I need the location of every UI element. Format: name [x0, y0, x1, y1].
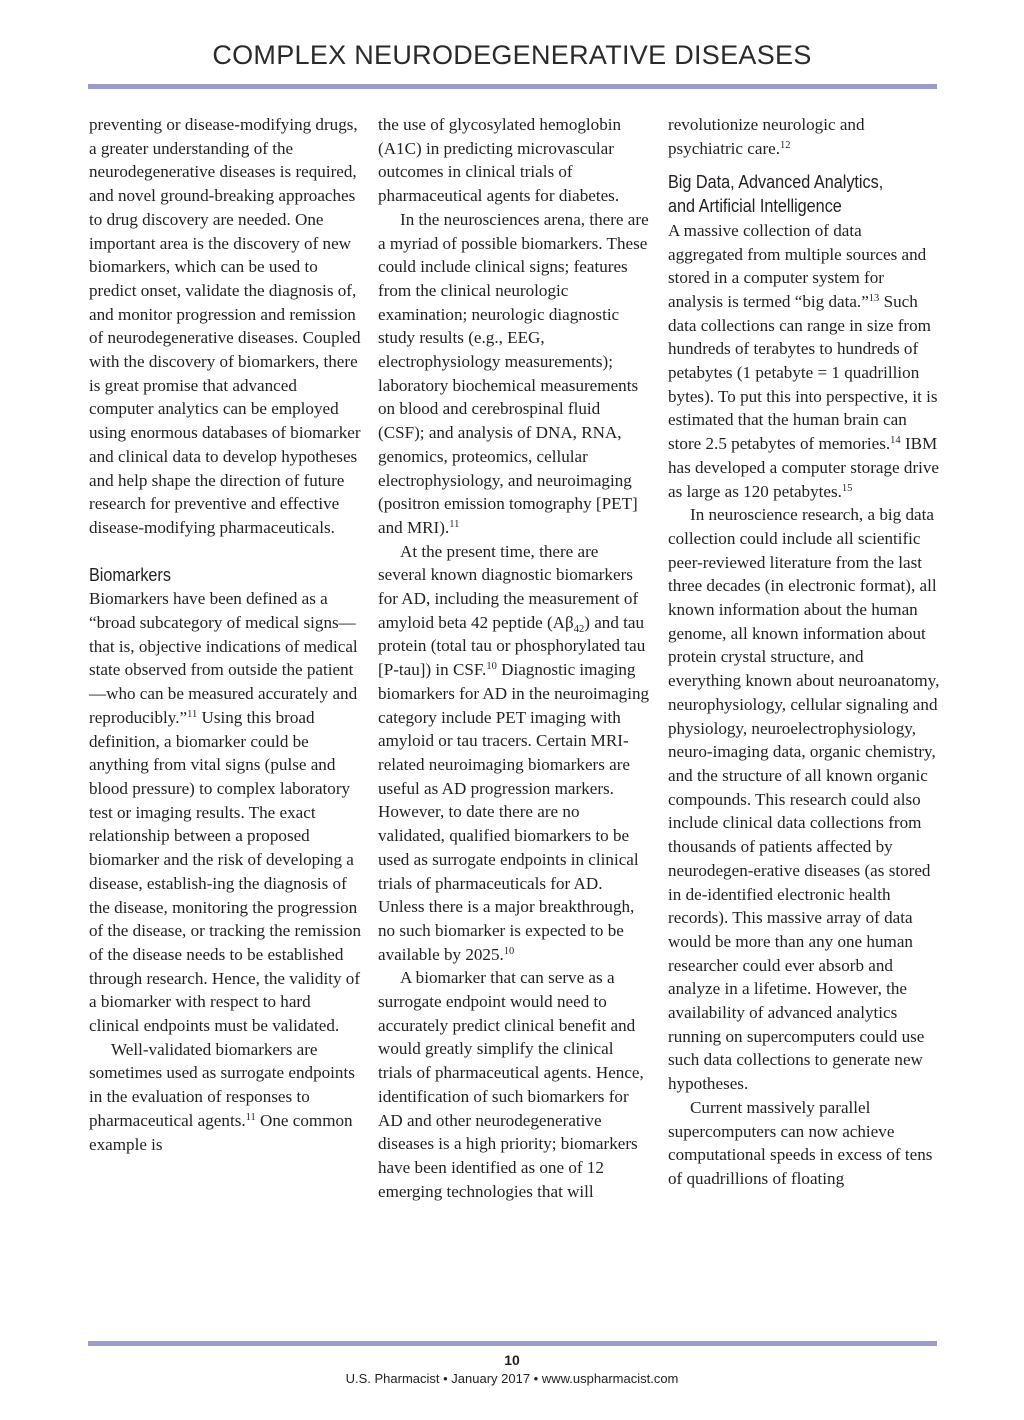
text-column-3: [668, 113, 940, 1191]
publication-footer: U.S. Pharmacist • January 2017 • www.uspharmacist.com: [345, 1371, 679, 1386]
citation-ref: 10: [503, 945, 515, 957]
paragraph: [378, 966, 650, 1203]
paragraph-text: ) and tau protein (total tau or phosphorylated tau [P-tau]) in CSF.: [378, 612, 646, 680]
paragraph-text: A massive collection of data aggregated from multiple sources and stored in a computer system for analysis is termed “big data.”: [668, 220, 927, 311]
paragraph: [378, 540, 650, 967]
citation-ref: 13: [868, 292, 880, 304]
paragraph: [668, 113, 940, 160]
paragraph-text: Current massively parallel supercomputers can now achieve computational speeds in excess of tens of quadrillions of floating: [668, 1097, 933, 1188]
paragraph-text: Biomarkers have been defined as a “broad subcategory of medical signs—that is, objective indications of medical state observed from outside the patient—who can be measured accurately and reproducibly.”: [89, 589, 358, 727]
paragraph: [668, 219, 940, 503]
text-column-1: [89, 113, 361, 1156]
footer-rule: [88, 1341, 937, 1346]
paragraph-text: At the present time, there are several known diagnostic biomarkers for AD, including the measurement of amyloid beta 42 peptide (Aβ: [378, 541, 639, 632]
paragraph-text: the use of glycosylated hemoglobin (A1C) in predicting microvascular outcomes in clinical trials of pharmaceutical agents for diabetes.: [378, 115, 622, 206]
page-number: 10: [504, 1352, 520, 1368]
paragraph-text: In neuroscience research, a big data collection could include all scientific peer-reviewed literature from the last three decades (in electronic format), all known information about the human genome, all known information about protein crystal structure, and everything known about neuroanatomy, neurophysiology, cellular signaling and physiology, neuroelectrophysiology, neuro-imaging data, organic chemistry, and the structure of all known organic compounds. This research could also include clinical data collections from thousands of patients affected by neurodegen-erative diseases (as stored in de-identified electronic health records). This massive array of data would be more than any one human researcher could ever absorb and analyze in a lifetime. However, the availability of advanced analytics running on supercomputers could use such data collections to generate new hypotheses.: [668, 505, 940, 1094]
paragraph-text: preventing or disease-modifying drugs, a greater understanding of the neurodegenerative diseases is required, and novel ground-breaking approaches to drug discovery are needed. One important area is the discovery of new biomarkers, which can be used to predict onset, validate the diagnosis of, and monitor progression and remission of neurodegenerative diseases. Coupled with the discovery of biomarkers, there is great promise that advanced computer analytics can be employed using enormous databases of biomarker and clinical data to develop hypotheses and help shape the direction of future research for preventive and effective disease-modifying pharmaceuticals.: [89, 115, 361, 537]
citation-ref: 11: [449, 518, 460, 530]
paragraph-text: Diagnostic imaging biomarkers for AD in the neuroimaging category include PET imaging with amyloid or tau tracers. Certain MRI-related neuroimaging biomarkers are useful as AD progression markers. However, to date there are no validated, qualified biomarkers to be used as surrogate endpoints in clinical trials of pharmaceuticals for AD. Unless there is a major breakthrough, no such biomarker is expected to be available by 2025.: [378, 660, 650, 964]
header-rule: [88, 84, 937, 89]
text-column-2: [378, 113, 650, 1203]
section-heading-big-data: Big Data, Advanced Analytics,: [668, 172, 884, 193]
paragraph-text: Well-validated biomarkers are sometimes used as surrogate endpoints in the evaluation of responses to pharmaceutical agents.: [89, 1039, 355, 1130]
paragraph-text: Using this broad definition, a biomarker could be anything from vital signs (pulse and blood pressure) to complex laboratory test or imaging results. The exact relationship between a proposed biomarker and the risk of developing a disease, establish-ing the diagnosis of the disease, monitoring the progression of the disease, or tracking the remission of the disease needs to be established through research. Hence, the validity of a biomarker with respect to hard clinical endpoints must be validated.: [89, 707, 361, 1036]
citation-ref: 14: [890, 435, 901, 447]
paragraph-text: IBM has developed a computer storage drive as large as 120 petabytes.: [668, 434, 940, 501]
citation-ref: 10: [486, 661, 497, 673]
paragraph-text: One common example is: [89, 1110, 353, 1154]
paragraph: [89, 1038, 361, 1157]
paragraph: [378, 208, 650, 540]
paragraph: [668, 503, 940, 1096]
paragraph-text: A biomarker that can serve as a surrogate endpoint would need to accurately predict clinical benefit and would greatly simplify the clinical trials of pharmaceutical agents. Hence, identification of such biomarkers for AD and other neurodegenerative diseases is a high priority; biomarkers have been identified as one of 12 emerging technologies that will: [378, 968, 644, 1201]
page-header-title: COMPLEX NEURODEGENERATIVE DISEASES: [212, 40, 812, 70]
section-heading-biomarkers: Biomarkers: [89, 564, 171, 585]
citation-ref: 11: [187, 708, 198, 720]
citation-ref: 15: [841, 482, 853, 494]
paragraph: [89, 587, 361, 1037]
paragraph: [668, 1096, 940, 1191]
paragraph: [378, 113, 650, 208]
citation-ref: 12: [780, 139, 791, 151]
section-heading-big-data-line2: and Artificial Intelligence: [668, 196, 842, 217]
citation-ref: 11: [245, 1111, 256, 1123]
paragraph-text: Such data collections can range in size from hundreds of terabytes to hundreds of petabytes (1 petabyte = 1 quadrillion bytes). To put this into perspective, it is estimated that the human brain can store 2.5 petabytes of memories.: [668, 291, 938, 454]
paragraph: [89, 113, 361, 540]
subscript: 42: [573, 623, 585, 635]
paragraph-text: In the neurosciences arena, there are a myriad of possible biomarkers. These could include clinical signs; features from the clinical neurologic examination; neurologic diagnostic study results (e.g., EEG, electrophysiology measurements); laboratory biochemical measurements on blood and cerebrospinal fluid (CSF); and analysis of DNA, RNA, genomics, proteomics, cellular electrophysiology, and neuroimaging (positron emission tomography [PET] and MRI).: [378, 209, 649, 537]
paragraph-text: revolutionize neurologic and psychiatric care.: [668, 115, 865, 158]
